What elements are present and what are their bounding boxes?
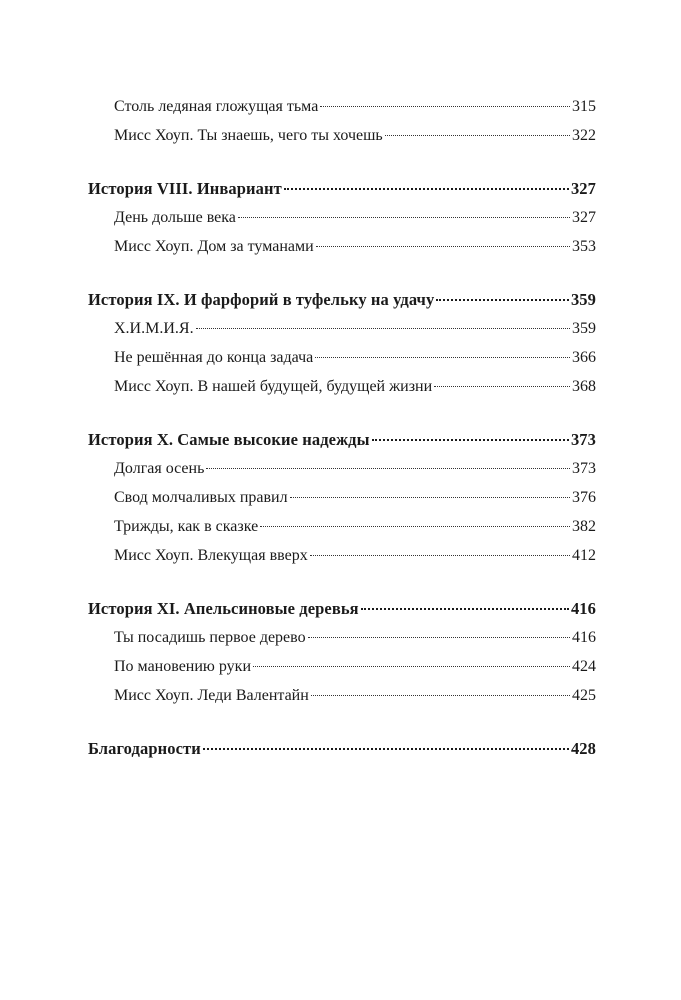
leader-dots bbox=[238, 217, 570, 218]
section-gap bbox=[88, 710, 596, 734]
toc-entry-page: 353 bbox=[572, 238, 596, 255]
toc-entry-page: 425 bbox=[572, 687, 596, 704]
toc-entry-title: Мисс Хоуп. Дом за туманами bbox=[114, 238, 314, 255]
leader-dots bbox=[311, 695, 570, 696]
leader-dots bbox=[308, 637, 570, 638]
toc-entry-title: Не решённая до конца задача bbox=[114, 349, 314, 366]
toc-entry-page: 322 bbox=[572, 127, 596, 144]
toc-section-title: Благодарности bbox=[88, 739, 201, 758]
toc-entry[interactable] bbox=[88, 483, 596, 512]
toc-section-page: 373 bbox=[570, 430, 596, 449]
toc-entry[interactable] bbox=[88, 203, 596, 232]
toc-section-heading[interactable] bbox=[88, 425, 596, 454]
toc-entry[interactable] bbox=[88, 541, 596, 570]
toc-entry-title: День дольше века bbox=[114, 209, 236, 226]
toc-section-heading[interactable] bbox=[88, 174, 596, 203]
toc-section-title: История XI. Апельсиновые деревья bbox=[88, 599, 359, 618]
toc-entry-title: Столь ледяная гложущая тьма bbox=[114, 98, 319, 115]
toc-entry-title: По мановению руки bbox=[114, 658, 251, 675]
toc-section-title: История IX. И фарфорий в туфельку на удачу bbox=[88, 290, 435, 309]
toc-entry-page: 327 bbox=[572, 209, 596, 226]
leader-dots bbox=[316, 246, 570, 247]
section-gap bbox=[88, 261, 596, 285]
leader-dots bbox=[290, 497, 570, 498]
toc-entry-page: 366 bbox=[572, 349, 596, 366]
toc-entry[interactable] bbox=[88, 343, 596, 372]
toc-section-title: История X. Самые высокие надежды bbox=[88, 430, 370, 449]
toc-entry-title: Мисс Хоуп. В нашей будущей, будущей жизни bbox=[114, 378, 433, 395]
leader-dots bbox=[310, 555, 570, 556]
toc-entry-page: 315 bbox=[572, 98, 596, 115]
leader-dots bbox=[436, 299, 569, 301]
section-gap bbox=[88, 570, 596, 594]
toc-entry-title: Мисс Хоуп. Влекущая вверх bbox=[114, 547, 308, 564]
toc-entry[interactable] bbox=[88, 652, 596, 681]
toc-section-heading[interactable] bbox=[88, 285, 596, 314]
leader-dots bbox=[253, 666, 570, 667]
toc-entry-title: Мисс Хоуп. Леди Валентайн bbox=[114, 687, 309, 704]
toc-entry-title: Мисс Хоуп. Ты знаешь, чего ты хочешь bbox=[114, 127, 383, 144]
leader-dots bbox=[372, 439, 569, 441]
leader-dots bbox=[385, 135, 570, 136]
leader-dots bbox=[284, 188, 569, 190]
toc-entry[interactable] bbox=[88, 232, 596, 261]
leader-dots bbox=[196, 328, 570, 329]
toc-entry-page: 424 bbox=[572, 658, 596, 675]
toc-entry[interactable] bbox=[88, 454, 596, 483]
toc-entry-page: 373 bbox=[572, 460, 596, 477]
toc-entry-page: 376 bbox=[572, 489, 596, 506]
toc-entry-page: 382 bbox=[572, 518, 596, 535]
toc-entry[interactable] bbox=[88, 372, 596, 401]
toc-section-heading[interactable] bbox=[88, 594, 596, 623]
toc-entry-title: Свод молчаливых правил bbox=[114, 489, 288, 506]
toc-entry[interactable] bbox=[88, 681, 596, 710]
toc-section-page: 359 bbox=[570, 290, 596, 309]
leader-dots bbox=[315, 357, 570, 358]
toc-entry[interactable] bbox=[88, 314, 596, 343]
toc-entry-page: 416 bbox=[572, 629, 596, 646]
section-gap bbox=[88, 401, 596, 425]
toc-section-heading[interactable] bbox=[88, 734, 596, 763]
toc-entry[interactable] bbox=[88, 512, 596, 541]
toc-entry-page: 412 bbox=[572, 547, 596, 564]
toc-section-page: 327 bbox=[570, 179, 596, 198]
section-gap bbox=[88, 150, 596, 174]
toc-entry[interactable] bbox=[88, 92, 596, 121]
toc-entry[interactable] bbox=[88, 623, 596, 652]
toc-entry-title: Х.И.М.И.Я. bbox=[114, 320, 194, 337]
leader-dots bbox=[434, 386, 570, 387]
toc-entry-page: 359 bbox=[572, 320, 596, 337]
leader-dots bbox=[203, 748, 569, 750]
toc-entry-title: Долгая осень bbox=[114, 460, 205, 477]
toc-entry-page: 368 bbox=[572, 378, 596, 395]
leader-dots bbox=[320, 106, 570, 107]
toc-section-page: 416 bbox=[570, 599, 596, 618]
toc-section-page: 428 bbox=[570, 739, 596, 758]
toc-entry-title: Ты посадишь первое дерево bbox=[114, 629, 306, 646]
leader-dots bbox=[361, 608, 569, 610]
toc-entry[interactable] bbox=[88, 121, 596, 150]
leader-dots bbox=[260, 526, 570, 527]
table-of-contents bbox=[88, 92, 596, 763]
toc-section-title: История VIII. Инвариант bbox=[88, 179, 282, 198]
toc-entry-title: Трижды, как в сказке bbox=[114, 518, 259, 535]
leader-dots bbox=[206, 468, 570, 469]
